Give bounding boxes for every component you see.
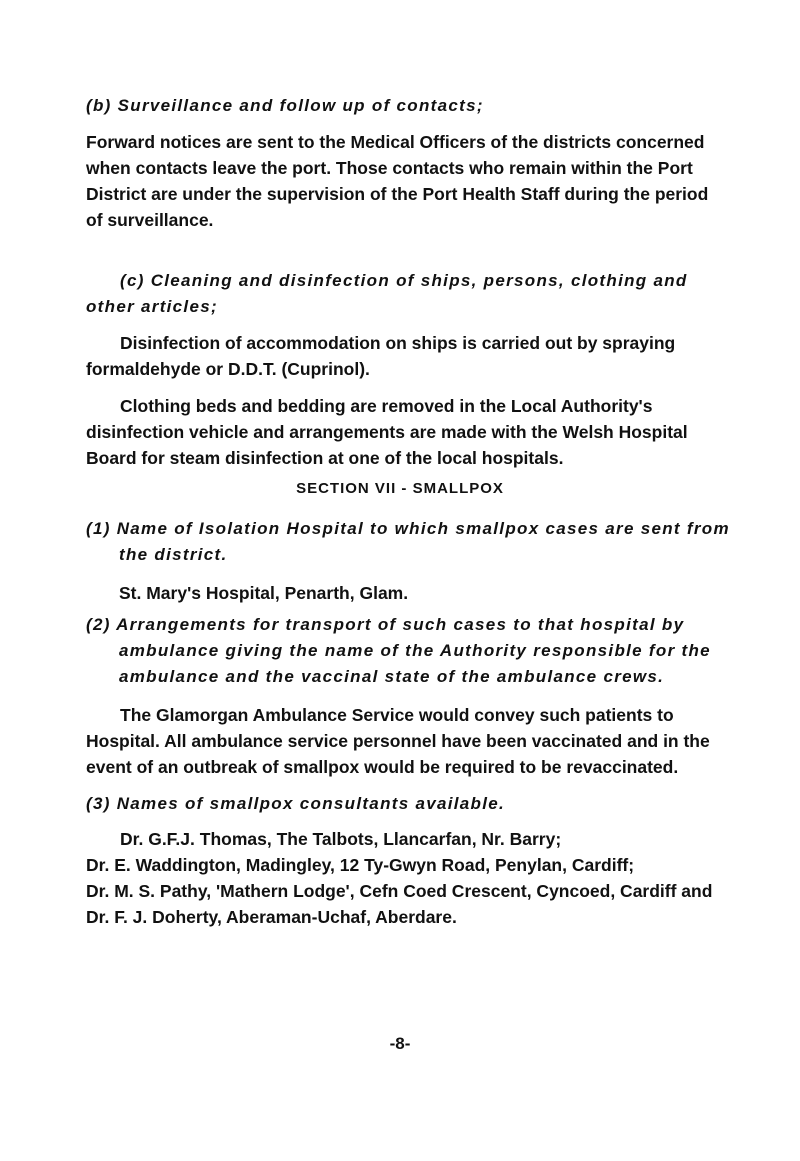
item-1-heading: (1) Name of Isolation Hospital to which smallpox cases are sent from the district.	[86, 519, 730, 564]
surveillance-paragraph: Forward notices are sent to the Medical Officers of the districts concerned when contacts leave the port. Those contacts who remain within the Port District are under the supervision of the Port Health Staff during the period of surveillance.	[86, 132, 709, 230]
cleaning-paragraph-2: Clothing beds and bedding are removed in the Local Authority's disinfection vehicle and arrangements are made with the Welsh Hospital Board for steam disinfection at one of the local hospitals.	[86, 396, 688, 468]
consultant-entry: Dr. E. Waddington, Madingley, 12 Ty-Gwyn Road, Penylan, Cardiff;	[86, 855, 635, 875]
consultant-entry: Dr. G.F.J. Thomas, The Talbots, Llancarfan, Nr. Barry;	[120, 829, 562, 849]
surveillance-heading: (b) Surveillance and follow up of contacts;	[86, 96, 484, 115]
item-1-answer: St. Mary's Hospital, Penarth, Glam.	[119, 583, 409, 603]
item-3-heading: (3) Names of smallpox consultants available.	[86, 794, 506, 813]
consultant-entry: Dr. F. J. Doherty, Aberaman-Uchaf, Aberdare.	[86, 907, 457, 927]
item-2-answer: The Glamorgan Ambulance Service would convey such patients to Hospital. All ambulance service personnel have been vaccinated and in the event of an outbreak of smallpox would be required to be revaccinated.	[86, 705, 710, 777]
item-2-heading: (2) Arrangements for transport of such cases to that hospital by ambulance giving the name of the Authority responsible for the ambulance and the vaccinal state of the ambulance crews.	[86, 615, 711, 686]
page-number: -8-	[389, 1034, 411, 1053]
consultant-entry: Dr. M. S. Pathy, 'Mathern Lodge', Cefn Coed Crescent, Cyncoed, Cardiff and	[86, 881, 713, 901]
cleaning-paragraph-1: Disinfection of accommodation on ships is carried out by spraying formaldehyde or D.D.T. (Cuprinol).	[86, 333, 676, 379]
section-title: SECTION VII - SMALLPOX	[296, 480, 504, 497]
cleaning-heading: (c) Cleaning and disinfection of ships, persons, clothing and other articles;	[86, 271, 688, 316]
